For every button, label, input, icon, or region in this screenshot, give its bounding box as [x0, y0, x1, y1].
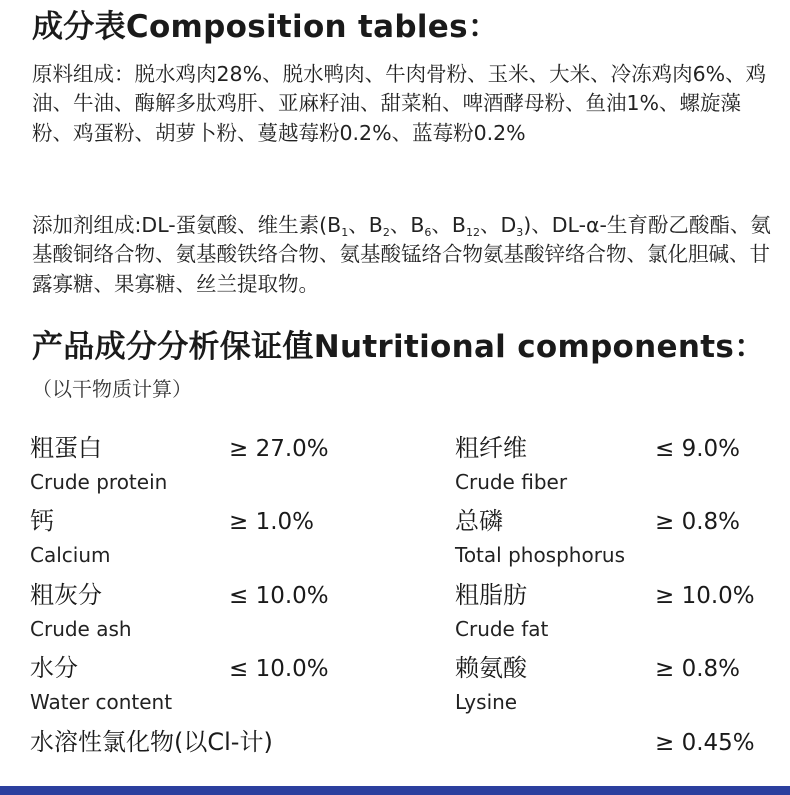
vitamin-item: [452, 213, 501, 237]
nutrient-name-en: Crude ash: [30, 617, 132, 641]
nutrient-name-cn: 水溶性氯化物(以Cl-计): [30, 728, 273, 756]
nutrient-value: ≥ 1.0%: [229, 509, 315, 535]
vitamin-separator: 、: [348, 213, 369, 237]
vitamin-letter: B: [368, 213, 383, 237]
vitamin-separator: 、: [479, 213, 501, 237]
nutrient-value: ≥ 0.8%: [655, 656, 741, 682]
vitamin-item: [410, 213, 452, 237]
vitamin-item: [500, 213, 523, 237]
dry-matter-basis-note: （以干物质计算）: [32, 377, 192, 401]
bottom-accent-bar: [0, 786, 790, 795]
composition-title: 成分表Composition tables：: [32, 9, 500, 45]
nutrient-value: ≥ 27.0%: [229, 436, 329, 462]
nutrient-value: ≤ 10.0%: [229, 583, 329, 609]
nutrient-name-cn: 粗纤维: [455, 434, 527, 462]
nutrient-value: ≤ 10.0%: [229, 656, 329, 682]
nutrient-name-cn: 粗蛋白: [30, 434, 102, 462]
vitamin-list: [327, 213, 523, 237]
vitamin-letter: B: [410, 213, 425, 237]
nutrient-name-en: Water content: [30, 690, 173, 714]
nutrient-name-cn: 钙: [30, 507, 54, 535]
additives-prefix: 添加剂组成:DL-蛋氨酸、维生素(: [32, 213, 328, 237]
nutrient-value: ≥ 0.8%: [655, 509, 741, 535]
vitamin-separator: 、: [389, 213, 411, 237]
nutrient-name-en: Calcium: [30, 543, 111, 567]
vitamin-subscript: 12: [465, 226, 480, 239]
nutrient-name-cn: 总磷: [455, 507, 503, 535]
vitamin-item: [369, 213, 411, 237]
nutrient-name-cn: 粗脂肪: [455, 581, 527, 609]
additives-text: [32, 211, 782, 299]
vitamin-subscript: 3: [516, 226, 524, 239]
vitamin-subscript: 1: [341, 226, 349, 239]
nutrition-title: 产品成分分析保证值Nutritional components：: [32, 329, 766, 365]
vitamin-subscript: 2: [382, 226, 390, 239]
nutrient-name-en: Crude fat: [455, 617, 549, 641]
vitamin-letter: B: [451, 213, 466, 237]
vitamin-letter: B: [327, 213, 342, 237]
nutrient-name-cn: 粗灰分: [30, 581, 102, 609]
nutrient-value: ≥ 0.45%: [655, 730, 755, 756]
nutrient-value: ≥ 10.0%: [655, 583, 755, 609]
vitamin-letter: D: [500, 213, 517, 237]
nutrient-name-en: Lysine: [455, 690, 518, 714]
vitamin-subscript: 6: [424, 226, 432, 239]
ingredients-text: 原料组成：脱水鸡肉28%、脱水鸭肉、牛肉骨粉、玉米、大米、冷冻鸡肉6%、鸡油、牛油、酶解多肽鸡肝、亚麻籽油、甜菜粕、啤酒酵母粉、鱼油1%、螺旋藻粉、鸡蛋粉、胡萝卜粉、蔓越莓粉0.2%、蓝莓粉0.2%: [32, 62, 767, 145]
nutrient-name-cn: 赖氨酸: [455, 654, 527, 682]
vitamin-item: [327, 213, 369, 237]
nutrient-name-en: Crude protein: [30, 470, 168, 494]
nutrient-name-en: Total phosphorus: [455, 543, 626, 567]
additives-suffix: )、DL-α-生育酚乙酸酯、氨基酸铜络合物、氨基酸铁络合物、氨基酸锰络合物氨基酸锌络合物、氯化胆碱、甘露寡糖、果寡糖、丝兰提取物。: [32, 213, 771, 296]
vitamin-separator: 、: [431, 213, 452, 237]
nutrient-name-cn: 水分: [30, 654, 78, 682]
nutrient-name-en: Crude fiber: [455, 470, 568, 494]
nutrient-value: ≤ 9.0%: [655, 436, 741, 462]
